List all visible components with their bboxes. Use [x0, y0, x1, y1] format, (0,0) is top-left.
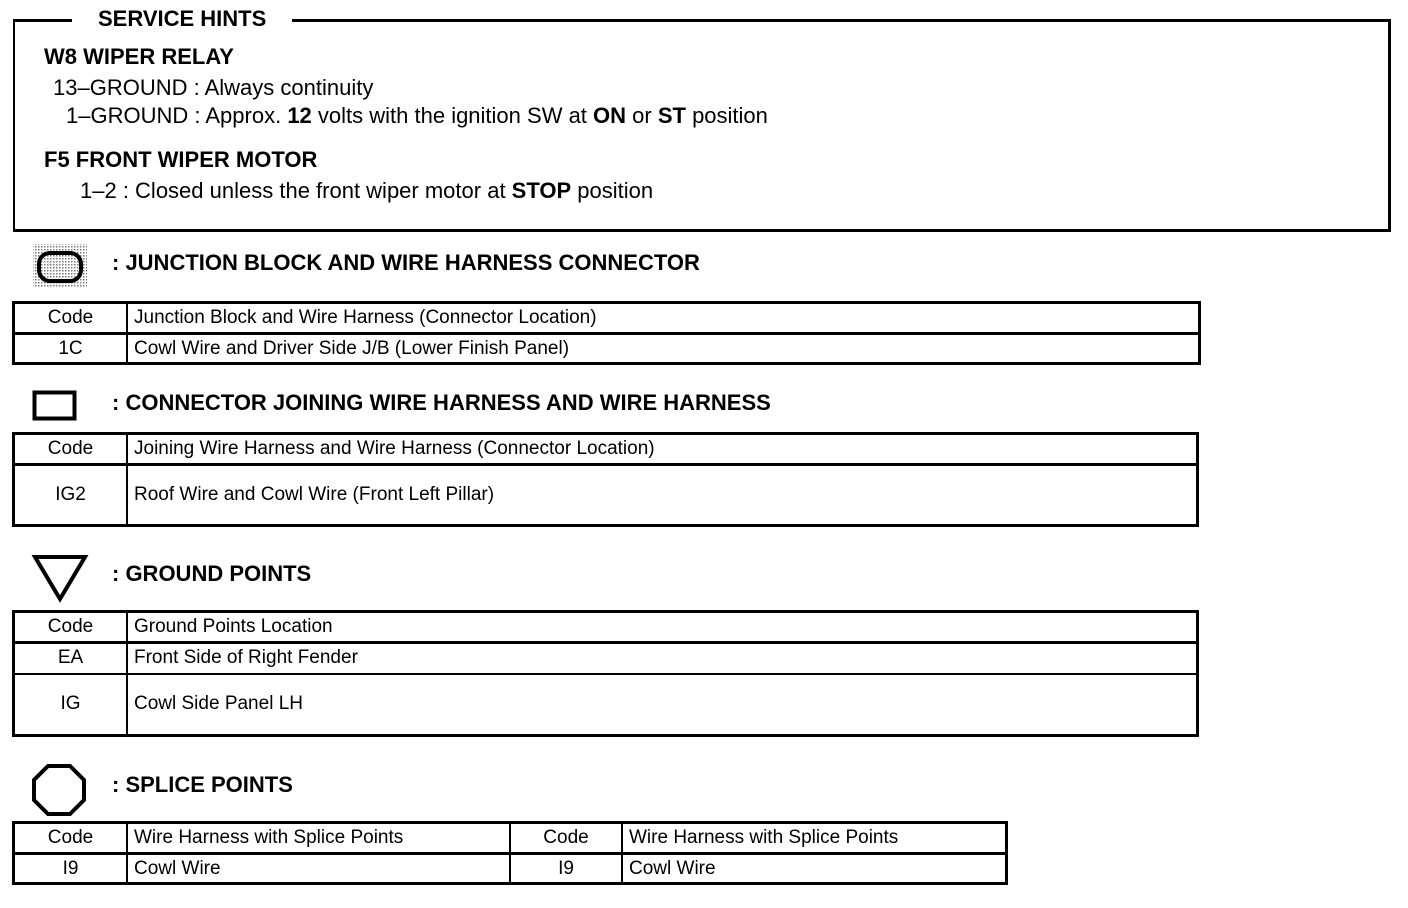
- table-header-row: [14, 434, 1198, 465]
- code-cell: IG2: [14, 465, 128, 526]
- table-header-row: [14, 823, 1007, 854]
- desc-cell: Cowl Side Panel LH: [127, 674, 1198, 736]
- desc-header: Wire Harness with Splice Points: [127, 823, 510, 854]
- code-cell-2: I9: [510, 854, 622, 884]
- code-header: Code: [14, 612, 128, 643]
- wiper-relay-line1: 13–GROUND : Always continuity: [53, 75, 374, 100]
- table-row: [14, 334, 1200, 364]
- code-cell: IG: [14, 674, 128, 736]
- junction-block-table: [12, 301, 1201, 365]
- table-row: [14, 854, 1007, 884]
- desc-cell: Roof Wire and Cowl Wire (Front Left Pillar): [127, 465, 1198, 526]
- code-header: Code: [14, 823, 128, 854]
- splice-points-heading: : SPLICE POINTS: [112, 772, 293, 797]
- ground-points-table: [12, 610, 1199, 737]
- desc-cell: Cowl Wire: [127, 854, 510, 884]
- desc-header: Ground Points Location: [127, 612, 1198, 643]
- code-header: Code: [14, 434, 128, 465]
- desc-cell: Front Side of Right Fender: [127, 643, 1198, 674]
- service-hints-title: SERVICE HINTS: [72, 6, 292, 32]
- code-header: Code: [14, 303, 128, 334]
- code-header-2: Code: [510, 823, 622, 854]
- table-header-row: [14, 303, 1200, 334]
- connector-joining-heading: : CONNECTOR JOINING WIRE HARNESS AND WIRE HARNESS: [112, 390, 771, 415]
- wiper-relay-heading: W8 WIPER RELAY: [44, 44, 234, 69]
- junction-block-icon: [32, 243, 88, 289]
- front-wiper-motor-heading: F5 FRONT WIPER MOTOR: [44, 147, 318, 172]
- table-row: [14, 465, 1198, 526]
- front-wiper-motor-line: 1–2 : Closed unless the front wiper motor at STOP position: [80, 178, 654, 203]
- desc-cell-2: Cowl Wire: [622, 854, 1007, 884]
- desc-header: Joining Wire Harness and Wire Harness (Connector Location): [127, 434, 1198, 465]
- code-cell: 1C: [14, 334, 128, 364]
- table-row: [14, 674, 1198, 736]
- wiper-relay-line2: 1–GROUND : Approx. 12 volts with the ignition SW at ON or ST position: [66, 103, 768, 128]
- desc-cell: Cowl Wire and Driver Side J/B (Lower Finish Panel): [127, 334, 1200, 364]
- table-header-row: [14, 612, 1198, 643]
- table-row: [14, 643, 1198, 674]
- junction-block-heading: : JUNCTION BLOCK AND WIRE HARNESS CONNECTOR: [112, 250, 700, 275]
- ground-triangle-icon: [31, 553, 89, 603]
- desc-header-2: Wire Harness with Splice Points: [622, 823, 1007, 854]
- connector-joining-table: [12, 432, 1199, 527]
- code-cell: EA: [14, 643, 128, 674]
- splice-points-table: [12, 821, 1008, 885]
- splice-octagon-icon: [31, 763, 87, 817]
- code-cell: I9: [14, 854, 128, 884]
- connector-icon: [32, 390, 78, 422]
- desc-header: Junction Block and Wire Harness (Connector Location): [127, 303, 1200, 334]
- ground-points-heading: : GROUND POINTS: [112, 561, 312, 586]
